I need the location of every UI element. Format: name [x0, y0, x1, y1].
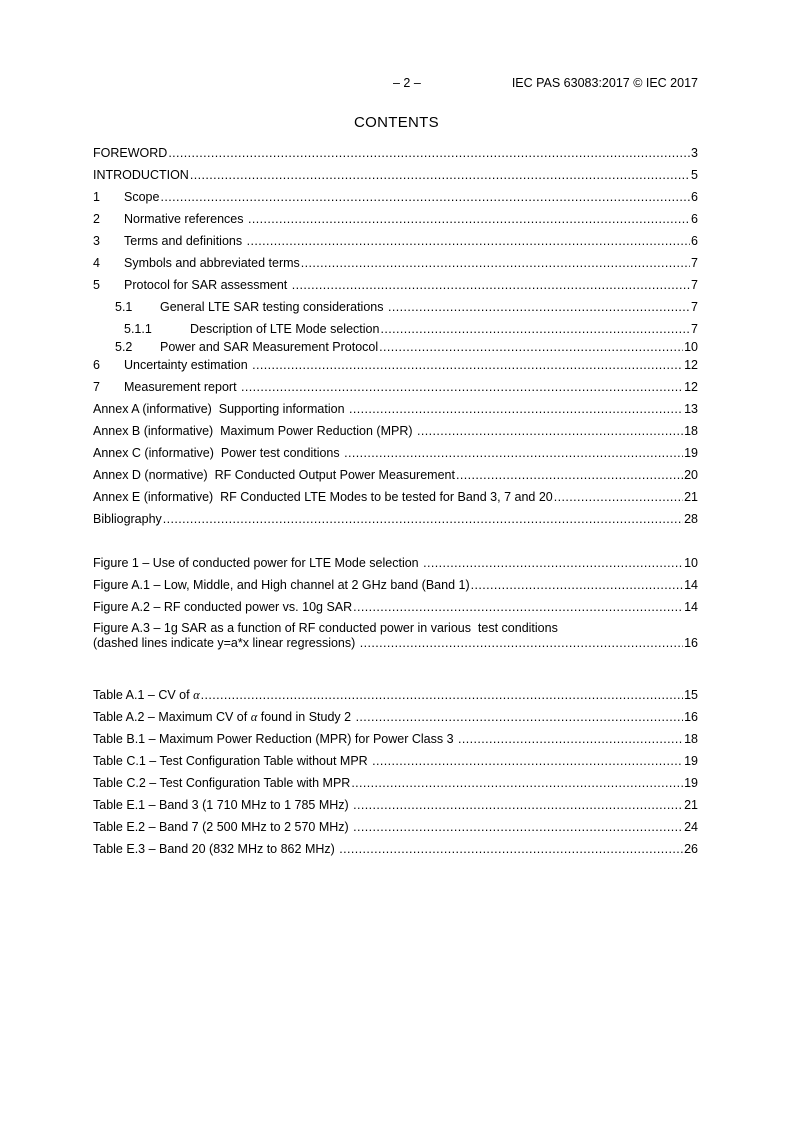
- dot-leader: [163, 511, 683, 528]
- toc-entry-page: 12: [684, 380, 698, 394]
- figure-entry[interactable]: [93, 577, 698, 599]
- toc-entry-title: Measurement report: [124, 380, 241, 394]
- table-page: 21: [684, 798, 698, 812]
- dot-leader: [201, 687, 683, 704]
- toc-entry-scope[interactable]: [93, 189, 698, 211]
- dot-leader: [168, 145, 690, 162]
- dot-leader: [339, 841, 683, 858]
- dot-leader: [353, 599, 683, 616]
- figure-title: Figure A.2 – RF conducted power vs. 10g SAR: [93, 600, 353, 614]
- toc-entry-title: Annex A (informative) Supporting information: [93, 402, 348, 416]
- toc-entry-title: Bibliography: [93, 512, 162, 526]
- table-title: Table E.2 – Band 7 (2 500 MHz to 2 570 MHz): [93, 820, 353, 834]
- table-entry[interactable]: [93, 753, 698, 775]
- dot-leader: [349, 401, 683, 418]
- dot-leader: [344, 445, 683, 462]
- figure-page: 14: [684, 600, 698, 614]
- toc-entry-page: 7: [691, 300, 698, 314]
- toc-entry-page: 10: [684, 340, 698, 354]
- toc-entry-foreword[interactable]: [93, 145, 698, 167]
- toc-entry-page: 18: [684, 424, 698, 438]
- section-gap: [93, 665, 698, 687]
- table-title: Table E.1 – Band 3 (1 710 MHz to 1 785 MHz): [93, 798, 353, 812]
- toc-entry-title: FOREWORD: [93, 146, 168, 160]
- alpha-symbol: α: [250, 710, 258, 724]
- table-page: 16: [684, 710, 698, 724]
- figure-title: Figure A.1 – Low, Middle, and High channel at 2 GHz band (Band 1): [93, 578, 470, 592]
- toc-entry-title: Scope: [124, 190, 160, 204]
- toc-entry-5-1[interactable]: [93, 299, 698, 321]
- table-entry[interactable]: [93, 687, 698, 709]
- toc-entry-page: 6: [691, 190, 698, 204]
- table-entry[interactable]: [93, 797, 698, 819]
- dot-leader: [360, 636, 683, 651]
- table-title: Table E.3 – Band 20 (832 MHz to 862 MHz): [93, 842, 339, 856]
- dot-leader: [252, 357, 683, 374]
- table-page: 15: [684, 688, 698, 702]
- figure-page: 14: [684, 578, 698, 592]
- figure-entry[interactable]: [93, 621, 698, 665]
- toc-entry-title: Symbols and abbreviated terms: [124, 256, 300, 270]
- figure-title-line2-row: [93, 636, 698, 651]
- figure-entry[interactable]: [93, 555, 698, 577]
- table-title: Table C.2 – Test Configuration Table with MPR: [93, 776, 351, 790]
- toc-entry-page: 3: [691, 146, 698, 160]
- toc-entry-title: Terms and definitions: [124, 234, 246, 248]
- section-number: 2: [93, 212, 100, 226]
- dot-leader: [292, 277, 690, 294]
- dot-leader: [247, 233, 690, 250]
- table-title: Table A.1 – CV of α: [93, 688, 200, 702]
- dot-leader: [248, 211, 690, 228]
- page-number: – 2 –: [393, 76, 421, 90]
- dot-leader: [353, 819, 683, 836]
- toc-entry-title: Annex D (normative) RF Conducted Output Power Measurement: [93, 468, 455, 482]
- toc-entry-annex-b[interactable]: [93, 423, 698, 445]
- table-entry[interactable]: [93, 819, 698, 841]
- section-number: 1: [93, 190, 100, 204]
- figure-title-line2: (dashed lines indicate y=a*x linear regressions): [93, 636, 359, 650]
- toc-entry-page: 7: [691, 256, 698, 270]
- toc-entry-title: Protocol for SAR assessment: [124, 278, 291, 292]
- dot-leader: [388, 299, 690, 316]
- dot-leader: [351, 775, 683, 792]
- section-number: 5.1: [115, 300, 133, 314]
- section-number: 5: [93, 278, 100, 292]
- table-page: 24: [684, 820, 698, 834]
- section-number: 5.2: [115, 340, 133, 354]
- toc-entry-title: Annex B (informative) Maximum Power Reduction (MPR): [93, 424, 417, 438]
- dot-leader: [471, 577, 683, 594]
- table-entry[interactable]: [93, 775, 698, 797]
- toc-entry-measurement-report[interactable]: [93, 379, 698, 401]
- figure-title-line1: Figure A.3 – 1g SAR as a function of RF conducted power in various test conditions: [93, 621, 558, 635]
- toc-entry-terms[interactable]: [93, 233, 698, 255]
- toc-entry-title: Normative references: [124, 212, 247, 226]
- toc-entry-page: 20: [684, 468, 698, 482]
- section-number: 6: [93, 358, 100, 372]
- toc-entry-annex-c[interactable]: [93, 445, 698, 467]
- toc-entry-page: 21: [684, 490, 698, 504]
- document-id: IEC PAS 63083:2017 © IEC 2017: [511, 76, 698, 90]
- toc-entry-title: Annex C (informative) Power test conditions: [93, 446, 344, 460]
- contents-heading: CONTENTS: [354, 114, 439, 131]
- dot-leader: [554, 489, 683, 506]
- dot-leader: [190, 167, 690, 184]
- dot-leader: [301, 255, 690, 272]
- table-of-contents: [93, 145, 698, 863]
- table-page: 26: [684, 842, 698, 856]
- toc-entry-annex-e[interactable]: [93, 489, 698, 511]
- toc-entry-page: 28: [684, 512, 698, 526]
- table-title: Table C.1 – Test Configuration Table without MPR: [93, 754, 372, 768]
- page-header: [93, 76, 698, 92]
- table-entry[interactable]: [93, 709, 698, 731]
- toc-entry-annex-d[interactable]: [93, 467, 698, 489]
- toc-entry-page: 5: [691, 168, 698, 182]
- figure-page: 10: [684, 556, 698, 570]
- figure-entry[interactable]: [93, 599, 698, 621]
- table-entry[interactable]: [93, 841, 698, 863]
- table-title: Table B.1 – Maximum Power Reduction (MPR) for Power Class 3: [93, 732, 458, 746]
- dot-leader: [356, 709, 684, 726]
- toc-entry-page: 19: [684, 446, 698, 460]
- toc-entry-bibliography[interactable]: [93, 511, 698, 533]
- dot-leader: [241, 379, 683, 396]
- toc-entry-title: Uncertainty estimation: [124, 358, 252, 372]
- section-number: 4: [93, 256, 100, 270]
- dot-leader: [456, 467, 683, 484]
- dot-leader: [417, 423, 683, 440]
- toc-entry-title: Description of LTE Mode selection: [190, 322, 380, 336]
- toc-entry-title: INTRODUCTION: [93, 168, 189, 182]
- toc-entry-annex-a[interactable]: [93, 401, 698, 423]
- toc-entry-normative-references[interactable]: [93, 211, 698, 233]
- toc-entry-symbols[interactable]: [93, 255, 698, 277]
- toc-entry-page: 7: [691, 322, 698, 336]
- figure-page: 16: [684, 636, 698, 650]
- toc-entry-page: 13: [684, 402, 698, 416]
- toc-entry-page: 6: [691, 212, 698, 226]
- dot-leader: [458, 731, 683, 748]
- dot-leader: [380, 321, 690, 338]
- table-entry[interactable]: [93, 731, 698, 753]
- table-page: 19: [684, 776, 698, 790]
- toc-entry-page: 7: [691, 278, 698, 292]
- toc-entry-title: General LTE SAR testing considerations: [160, 300, 387, 314]
- toc-entry-5-1-1[interactable]: [93, 321, 698, 339]
- dot-leader: [160, 189, 690, 206]
- toc-entry-page: 12: [684, 358, 698, 372]
- toc-entry-protocol[interactable]: [93, 277, 698, 299]
- toc-entry-title: Power and SAR Measurement Protocol: [160, 340, 379, 354]
- section-number: 3: [93, 234, 100, 248]
- dot-leader: [353, 797, 683, 814]
- figure-title: Figure 1 – Use of conducted power for LTE Mode selection: [93, 556, 423, 570]
- alpha-symbol: α: [193, 688, 200, 702]
- dot-leader: [423, 555, 683, 572]
- toc-entry-introduction[interactable]: [93, 167, 698, 189]
- table-title: Table A.2 – Maximum CV of α found in Study 2: [93, 710, 355, 724]
- toc-entry-title: Annex E (informative) RF Conducted LTE Modes to be tested for Band 3, 7 and 20: [93, 490, 553, 504]
- section-number: 7: [93, 380, 100, 394]
- table-page: 19: [684, 754, 698, 768]
- section-number: 5.1.1: [124, 322, 152, 336]
- dot-leader: [379, 339, 683, 356]
- toc-entry-uncertainty[interactable]: [93, 357, 698, 379]
- table-page: 18: [684, 732, 698, 746]
- toc-entry-5-2[interactable]: [93, 339, 698, 357]
- toc-entry-page: 6: [691, 234, 698, 248]
- section-gap: [93, 533, 698, 555]
- dot-leader: [372, 753, 683, 770]
